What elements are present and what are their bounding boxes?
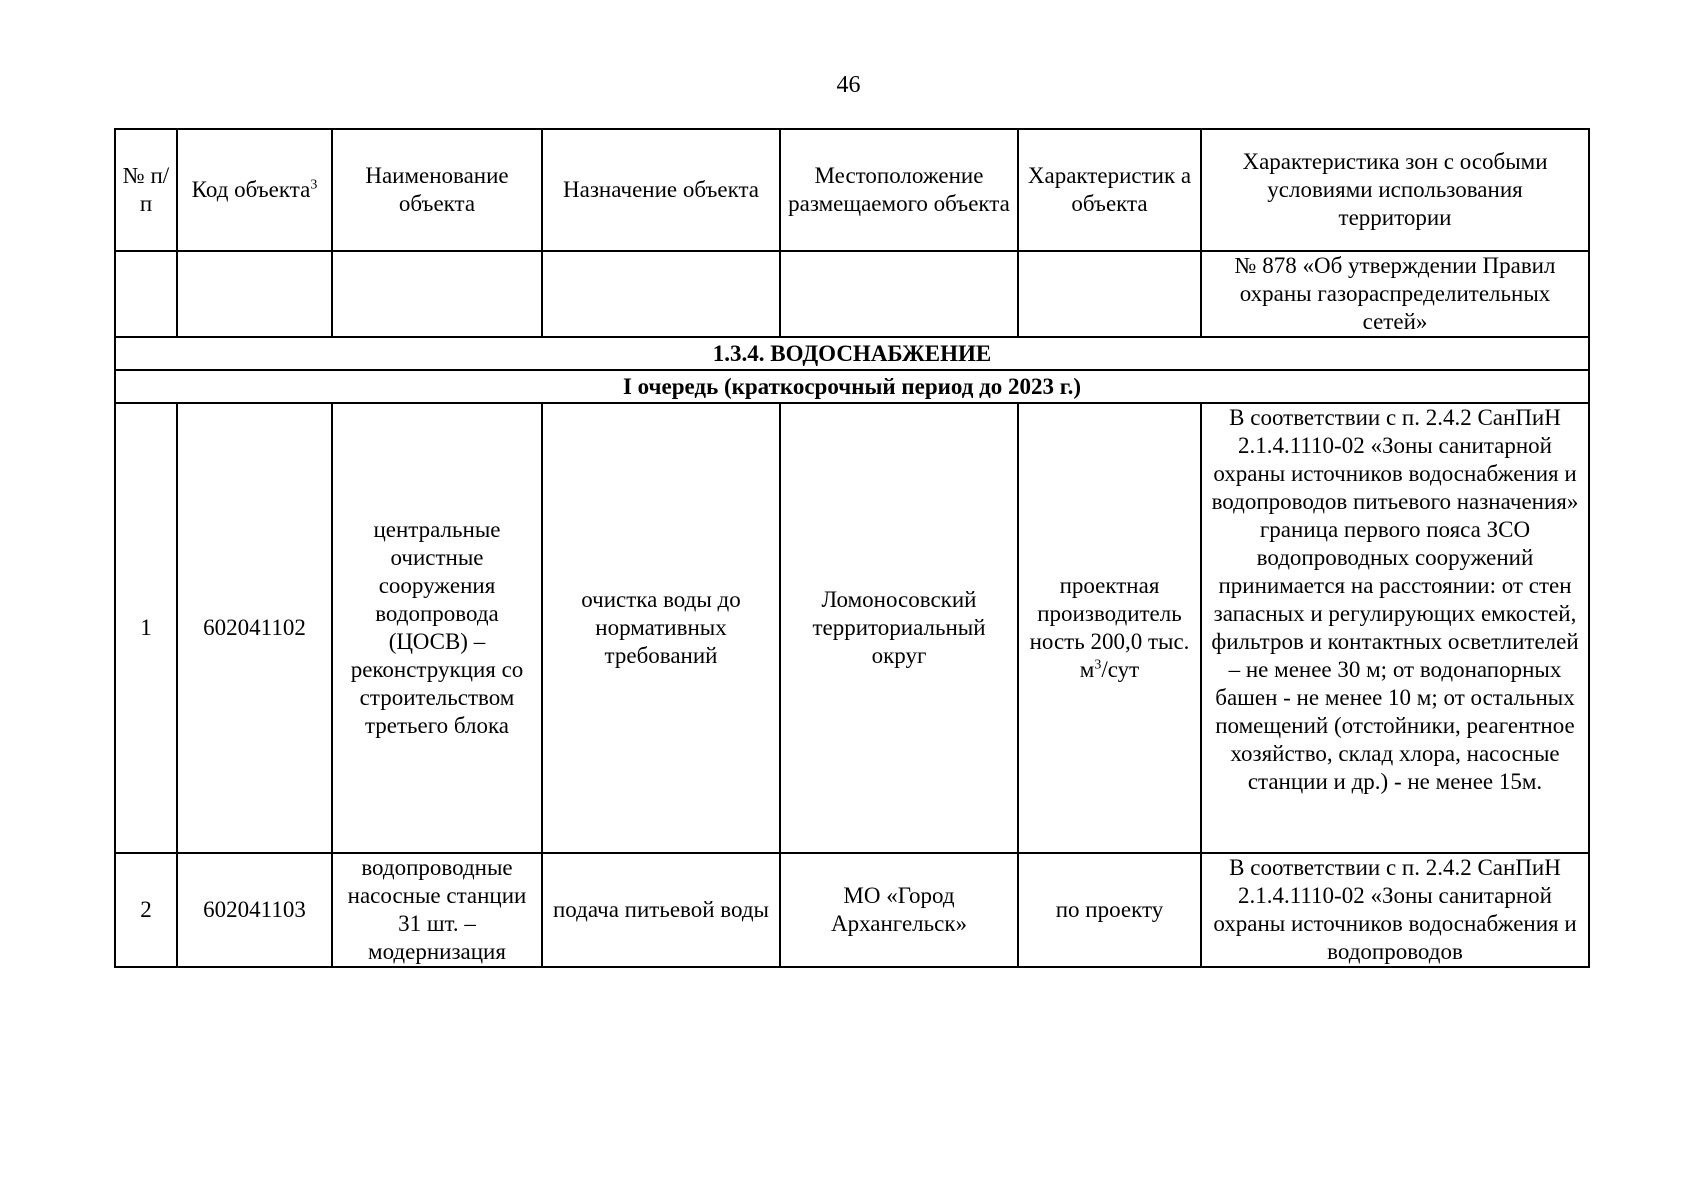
row-location: МО «Город Архангельск» [780,853,1018,967]
header-zones: Характеристика зон с особыми условиями использования территории [1201,129,1589,251]
page-number: 46 [836,72,861,98]
row-num: 1 [115,403,177,853]
header-purpose: Назначение объекта [542,129,780,251]
table-cell [780,251,1018,337]
header-row [115,129,1589,251]
row-characteristics: по проекту [1018,853,1201,967]
continuation-zones: № 878 «Об утверждении Правил охраны газораспределительных сетей» [1201,251,1589,337]
phase-title: I очередь (краткосрочный период до 2023 г.) [115,370,1589,403]
header-num: № п/п [115,129,177,251]
row-code: 602041103 [177,853,332,967]
char-sup: 3 [1094,657,1102,673]
row-purpose: очистка воды до нормативных требований [542,403,780,853]
row-num: 2 [115,853,177,967]
header-code-label: Код объекта [191,177,311,202]
phase-row [115,370,1589,403]
row-code: 602041102 [177,403,332,853]
table-row [115,853,1589,967]
header-location: Местоположение размещаемого объекта [780,129,1018,251]
header-name: Наименование объекта [332,129,542,251]
row-location: Ломоносовский территориальный округ [780,403,1018,853]
table-cell [115,251,177,337]
table-cell [332,251,542,337]
char-tail: /сут [1101,657,1140,682]
objects-table [114,128,1590,968]
char-main: проектная производитель ность 200,0 тыс. м [1029,573,1190,682]
row-zones: В соответствии с п. 2.4.2 СанПиН 2.1.4.1110-02 «Зоны санитарной охраны источников водоснабжения и водопроводов [1201,853,1589,967]
section-title: 1.3.4. ВОДОСНАБЖЕНИЕ [115,337,1589,370]
header-characteristics: Характеристик а объекта [1018,129,1201,251]
table-cell [177,251,332,337]
row-name: центральные очистные сооружения водопровода (ЦОСВ) – реконструкция со строительством третьего блока [332,403,542,853]
continuation-row [115,251,1589,337]
row-characteristics [1018,403,1201,853]
table-cell [1018,251,1201,337]
table-cell [542,251,780,337]
section-row [115,337,1589,370]
header-code [177,129,332,251]
row-purpose: подача питьевой воды [542,853,780,967]
table-row [115,403,1589,853]
row-name: водопроводные насосные станции 31 шт. – модернизация [332,853,542,967]
row-zones: В соответствии с п. 2.4.2 СанПиН 2.1.4.1110-02 «Зоны санитарной охраны источников водоснабжения и водопроводов питьевого назначения» граница первого пояса ЗСО водопроводных сооружений принимается на расстоянии: от стен запасных и регулирующих емкостей, фильтров и контактных осветлителей – не менее 30 м; от водонапорных башен - не менее 10 м; от остальных помещений (отстойники, реагентное хозяйство, склад хлора, насосные станции и др.) - не менее 15м. [1201,403,1589,853]
footnote-ref: 3 [310,177,318,193]
